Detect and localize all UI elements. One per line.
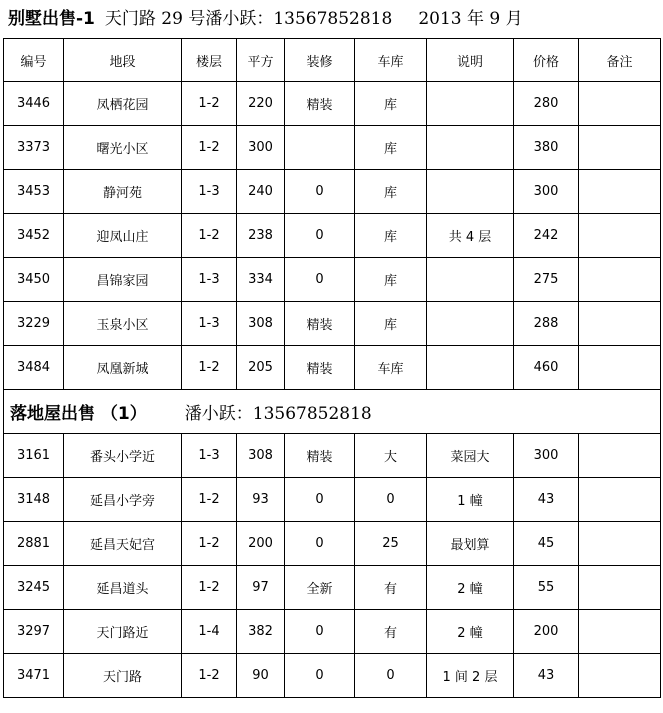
table-cell <box>427 302 514 346</box>
table-cell: 0 <box>355 654 427 698</box>
table-cell: 大 <box>355 434 427 478</box>
table-cell: 1-2 <box>182 478 237 522</box>
table-cell: 300 <box>237 126 285 170</box>
table-cell: 1-2 <box>182 82 237 126</box>
table-cell: 0 <box>285 258 355 302</box>
table-cell: 300 <box>514 434 579 478</box>
table-cell <box>579 522 661 566</box>
table-cell: 天门路 <box>64 654 182 698</box>
table-cell <box>427 258 514 302</box>
header-cell: 备注 <box>579 39 661 82</box>
table-row <box>4 478 661 522</box>
section2-contact: 潘小跃：13567852818 <box>184 404 372 424</box>
table-cell: 93 <box>237 478 285 522</box>
table-cell: 1 间 2 层 <box>427 654 514 698</box>
table-cell: 1-3 <box>182 170 237 214</box>
table-cell: 200 <box>514 610 579 654</box>
table-row <box>4 258 661 302</box>
table-cell: 3229 <box>4 302 64 346</box>
section-header-row <box>4 390 661 434</box>
table-cell: 1-4 <box>182 610 237 654</box>
table-cell: 凤凰新城 <box>64 346 182 390</box>
table-cell: 延昌天妃宫 <box>64 522 182 566</box>
table-cell: 延昌道头 <box>64 566 182 610</box>
table-cell: 240 <box>237 170 285 214</box>
table-cell: 玉泉小区 <box>64 302 182 346</box>
table-cell: 242 <box>514 214 579 258</box>
table-cell: 380 <box>514 126 579 170</box>
table-cell: 精装 <box>285 82 355 126</box>
table-cell: 275 <box>514 258 579 302</box>
table-cell: 库 <box>355 126 427 170</box>
table-row <box>4 522 661 566</box>
table-cell: 334 <box>237 258 285 302</box>
table-cell: 库 <box>355 170 427 214</box>
header-cell: 地段 <box>64 39 182 82</box>
header-cell: 平方 <box>237 39 285 82</box>
table-cell <box>579 610 661 654</box>
table-cell <box>427 82 514 126</box>
table-cell <box>579 258 661 302</box>
table-row <box>4 346 661 390</box>
table-cell: 460 <box>514 346 579 390</box>
table-cell: 45 <box>514 522 579 566</box>
table-cell: 3471 <box>4 654 64 698</box>
table-cell: 全新 <box>285 566 355 610</box>
table-cell: 1-3 <box>182 434 237 478</box>
table-cell: 0 <box>285 654 355 698</box>
table-cell: 43 <box>514 478 579 522</box>
table-cell: 0 <box>355 478 427 522</box>
page-title <box>0 0 663 38</box>
table-cell: 0 <box>285 478 355 522</box>
table-cell: 205 <box>237 346 285 390</box>
table-cell: 1-2 <box>182 346 237 390</box>
table-cell: 1-3 <box>182 302 237 346</box>
table-cell: 延昌小学旁 <box>64 478 182 522</box>
table-cell: 2881 <box>4 522 64 566</box>
table-cell: 有 <box>355 610 427 654</box>
table-cell: 280 <box>514 82 579 126</box>
table-cell <box>579 478 661 522</box>
table-cell: 车库 <box>355 346 427 390</box>
table-cell: 3161 <box>4 434 64 478</box>
table-cell <box>579 82 661 126</box>
table-cell <box>579 302 661 346</box>
table-cell: 3373 <box>4 126 64 170</box>
table-cell: 3452 <box>4 214 64 258</box>
table-cell: 3484 <box>4 346 64 390</box>
header-cell: 编号 <box>4 39 64 82</box>
table-cell: 200 <box>237 522 285 566</box>
table-cell: 25 <box>355 522 427 566</box>
table-cell <box>579 566 661 610</box>
table-cell: 300 <box>514 170 579 214</box>
table-cell: 1-2 <box>182 566 237 610</box>
title-label: 别墅出售-1 <box>8 9 95 29</box>
header-cell: 价格 <box>514 39 579 82</box>
table-cell: 0 <box>285 522 355 566</box>
table-cell: 静河苑 <box>64 170 182 214</box>
header-cell: 楼层 <box>182 39 237 82</box>
table-row <box>4 302 661 346</box>
table-cell: 精装 <box>285 434 355 478</box>
table-cell: 0 <box>285 610 355 654</box>
table-cell: 1-2 <box>182 126 237 170</box>
table-cell: 精装 <box>285 302 355 346</box>
table-body <box>4 39 661 698</box>
table-cell: 3453 <box>4 170 64 214</box>
table-cell: 43 <box>514 654 579 698</box>
table-cell <box>285 126 355 170</box>
table-cell: 库 <box>355 258 427 302</box>
table-cell: 凤栖花园 <box>64 82 182 126</box>
table-cell: 97 <box>237 566 285 610</box>
table-row <box>4 126 661 170</box>
table-cell: 3148 <box>4 478 64 522</box>
table-cell: 1-2 <box>182 214 237 258</box>
table-cell: 库 <box>355 82 427 126</box>
table-cell: 2 幢 <box>427 610 514 654</box>
table-cell: 220 <box>237 82 285 126</box>
table-cell: 1-3 <box>182 258 237 302</box>
table-row <box>4 434 661 478</box>
table-cell: 3245 <box>4 566 64 610</box>
table-cell: 昌锦家园 <box>64 258 182 302</box>
table-row <box>4 566 661 610</box>
header-cell: 装修 <box>285 39 355 82</box>
table-cell: 382 <box>237 610 285 654</box>
table-cell: 1 幢 <box>427 478 514 522</box>
title-date: 2013 年 9 月 <box>418 9 523 29</box>
table-cell: 曙光小区 <box>64 126 182 170</box>
table-cell: 库 <box>355 302 427 346</box>
table-cell <box>579 126 661 170</box>
section-header-cell <box>4 390 661 434</box>
table-cell: 菜园大 <box>427 434 514 478</box>
table-row <box>4 654 661 698</box>
table-cell: 2 幢 <box>427 566 514 610</box>
table-cell: 3297 <box>4 610 64 654</box>
table-cell: 天门路近 <box>64 610 182 654</box>
table-cell: 1-2 <box>182 522 237 566</box>
table-cell: 共 4 层 <box>427 214 514 258</box>
table-cell <box>579 170 661 214</box>
header-cell: 说明 <box>427 39 514 82</box>
table-cell: 0 <box>285 214 355 258</box>
table-row <box>4 214 661 258</box>
table-cell: 238 <box>237 214 285 258</box>
table-cell: 3450 <box>4 258 64 302</box>
table-cell <box>579 654 661 698</box>
table-cell: 番头小学近 <box>64 434 182 478</box>
table-cell: 90 <box>237 654 285 698</box>
table-cell <box>579 346 661 390</box>
table-cell <box>427 170 514 214</box>
table-cell: 迎凤山庄 <box>64 214 182 258</box>
table-cell <box>427 346 514 390</box>
title-address: 天门路 29 号潘小跃：13567852818 <box>104 9 393 29</box>
table-cell: 有 <box>355 566 427 610</box>
table-cell <box>579 434 661 478</box>
table-cell <box>579 214 661 258</box>
table-cell: 308 <box>237 434 285 478</box>
table-cell: 308 <box>237 302 285 346</box>
table-cell: 288 <box>514 302 579 346</box>
table-cell: 1-2 <box>182 654 237 698</box>
table-cell: 55 <box>514 566 579 610</box>
table-cell <box>427 126 514 170</box>
table-cell: 3446 <box>4 82 64 126</box>
header-cell: 车库 <box>355 39 427 82</box>
table-cell: 库 <box>355 214 427 258</box>
table-row <box>4 170 661 214</box>
table-row <box>4 82 661 126</box>
table-cell: 最划算 <box>427 522 514 566</box>
header-row <box>4 39 661 82</box>
section2-label: 落地屋出售 （1） <box>10 404 147 424</box>
table-cell: 精装 <box>285 346 355 390</box>
table-row <box>4 610 661 654</box>
table-cell: 0 <box>285 170 355 214</box>
listing-table <box>3 38 661 698</box>
